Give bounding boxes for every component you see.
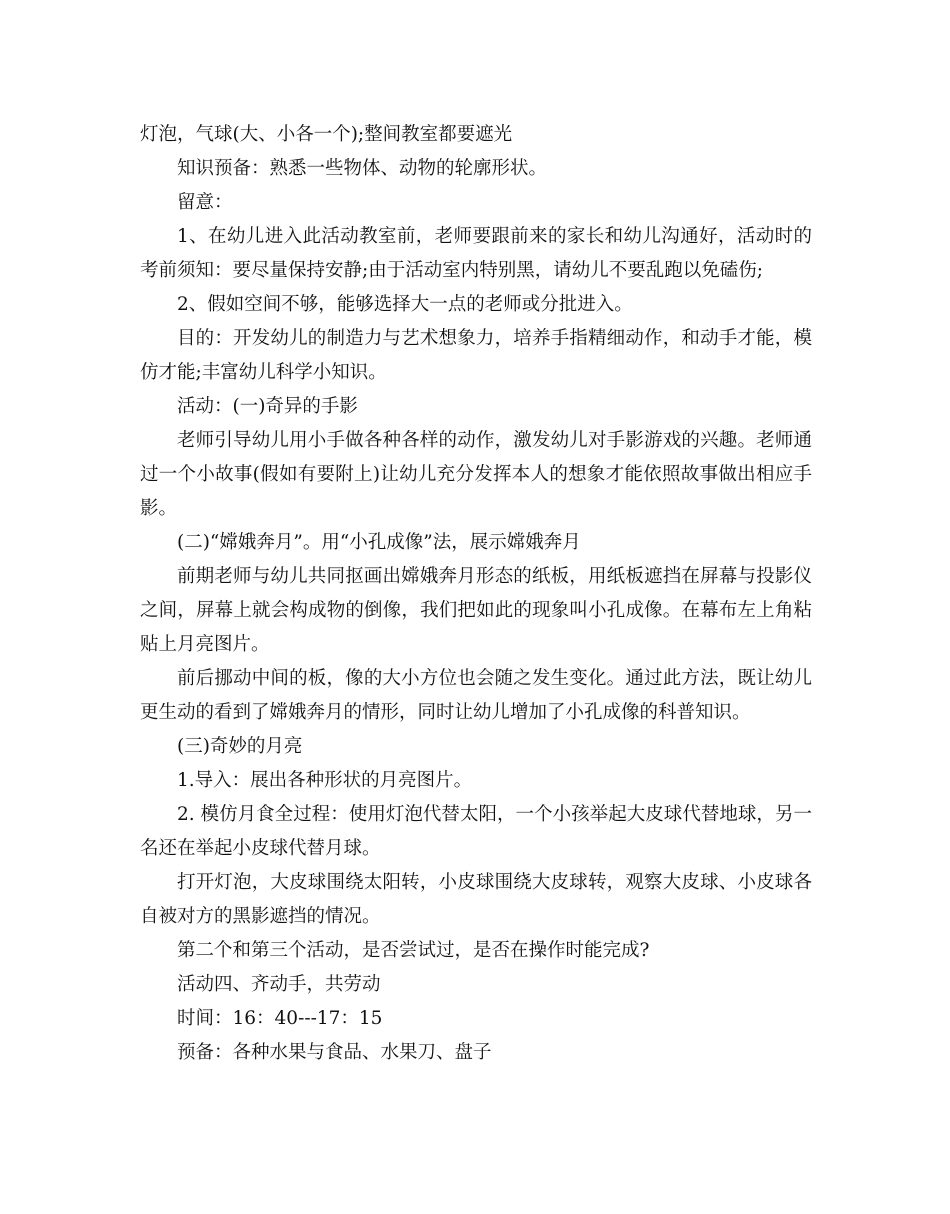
- paragraph-activity-3-step-2: 2. 模仿月食全过程：使用灯泡代替太阳，一个小孩举起大皮球代替地球，另一名还在举起小皮球代替月球。: [140, 804, 812, 859]
- paragraph-goal: 目的：开发幼儿的制造力与艺术想象力，培养手指精细动作，和动手才能，模仿才能;丰富幼儿科学小知识。: [140, 328, 812, 383]
- paragraph-knowledge-prep: 知识预备：熟悉一些物体、动物的轮廓形状。: [177, 158, 548, 179]
- paragraph-activity-3-step-1: 1.导入：展出各种形状的月亮图片。: [177, 770, 473, 791]
- paragraph-activity-4-heading: 活动四、齐动手，共劳动: [177, 974, 381, 995]
- paragraph-question: 第二个和第三个活动，是否尝试过，是否在操作时能完成?: [177, 940, 650, 961]
- paragraph-activity-2-body-1: 前期老师与幼儿共同抠画出嫦娥奔月形态的纸板，用纸板遮挡在屏幕与投影仪之间，屏幕上就会构成物的倒像，我们把如此的现象叫小孔成像。在幕布左上角粘贴上月亮图片。: [140, 566, 812, 655]
- document-body: [140, 118, 812, 1070]
- paragraph-activity-2-body-2: 前后挪动中间的板，像的大小方位也会随之发生变化。通过此方法，既让幼儿更生动的看到了嫦娥奔月的情形，同时让幼儿增加了小孔成像的科普知识。: [140, 668, 812, 723]
- paragraph-notice-1: 1、在幼儿进入此活动教室前，老师要跟前来的家长和幼儿沟通好，活动时的考前须知：要尽量保持安静;由于活动室内特别黑，请幼儿不要乱跑以免磕伤;: [140, 226, 812, 281]
- paragraph-activity-4-time: 时间：16：40---17：15: [177, 1008, 383, 1029]
- paragraph-activity-1-heading: 活动：(一)奇异的手影: [177, 396, 358, 417]
- paragraph-notice-heading: 留意：: [177, 192, 233, 213]
- paragraph-materials: 灯泡，气球(大、小各一个);整间教室都要遮光: [140, 124, 513, 145]
- paragraph-activity-2-heading: (二)“嫦娥奔月”。用“小孔成像”法，展示嫦娥奔月: [177, 532, 581, 553]
- paragraph-activity-4-prep: 预备：各种水果与食品、水果刀、盘子: [177, 1042, 492, 1063]
- paragraph-activity-3-heading: (三)奇妙的月亮: [177, 736, 303, 757]
- paragraph-activity-1-body: 老师引导幼儿用小手做各种各样的动作，激发幼儿对手影游戏的兴趣。老师通过一个小故事(假如有要附上)让幼儿充分发挥本人的想象才能依照故事做出相应手影。: [140, 430, 812, 519]
- paragraph-activity-3-observe: 打开灯泡，大皮球围绕太阳转，小皮球围绕大皮球转，观察大皮球、小皮球各自被对方的黑影遮挡的情况。: [140, 872, 812, 927]
- paragraph-notice-2: 2、假如空间不够，能够选择大一点的老师或分批进入。: [177, 294, 633, 315]
